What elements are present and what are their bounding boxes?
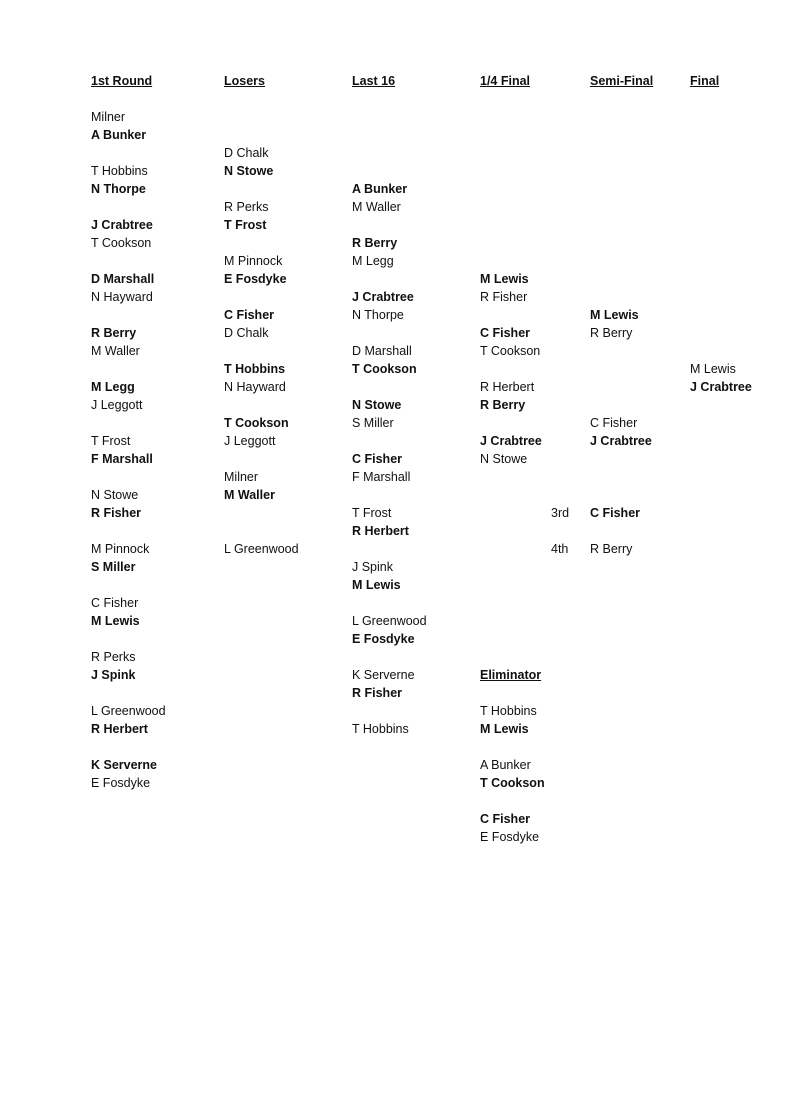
player-name: N Stowe (480, 452, 528, 466)
placing-label: 4th (551, 542, 569, 556)
player-name: R Berry (590, 326, 633, 340)
player-name: N Thorpe (352, 308, 404, 322)
player-name: E Fosdyke (352, 632, 415, 646)
player-name: T Cookson (224, 416, 289, 430)
player-name: S Miller (91, 560, 136, 574)
player-name: Milner (224, 470, 259, 484)
header-semi-final: Semi-Final (590, 74, 654, 88)
player-name: N Stowe (352, 398, 402, 412)
player-name: C Fisher (590, 506, 641, 520)
player-name: M Pinnock (224, 254, 283, 268)
player-name: L Greenwood (91, 704, 166, 718)
player-name: N Thorpe (91, 182, 146, 196)
player-name: T Frost (91, 434, 131, 448)
player-name: C Fisher (352, 452, 403, 466)
player-name: T Hobbins (352, 722, 409, 736)
player-name: N Stowe (91, 488, 139, 502)
player-name: T Hobbins (480, 704, 537, 718)
header-eliminator: Eliminator (480, 668, 542, 682)
player-name: K Serverne (352, 668, 415, 682)
player-name: F Marshall (352, 470, 411, 484)
player-name: K Serverne (91, 758, 158, 772)
player-name: R Herbert (480, 380, 535, 394)
player-name: T Hobbins (91, 164, 148, 178)
header-last-16: Last 16 (352, 74, 396, 88)
player-name: L Greenwood (352, 614, 427, 628)
player-name: R Berry (352, 236, 398, 250)
player-name: E Fosdyke (224, 272, 287, 286)
header-final: Final (690, 74, 720, 88)
player-name: A Bunker (480, 758, 531, 772)
player-name: J Crabtree (590, 434, 652, 448)
player-name: T Frost (352, 506, 392, 520)
player-name: M Lewis (480, 272, 529, 286)
player-name: C Fisher (590, 416, 638, 430)
player-name: R Herbert (352, 524, 409, 538)
player-name: M Legg (91, 380, 135, 394)
player-name: T Cookson (480, 776, 545, 790)
player-name: D Chalk (224, 326, 269, 340)
player-name: J Crabtree (352, 290, 414, 304)
player-name: J Leggott (224, 434, 276, 448)
player-name: Milner (91, 110, 126, 124)
player-name: J Spink (91, 668, 136, 682)
player-name: R Berry (590, 542, 633, 556)
player-name: T Cookson (91, 236, 152, 250)
player-name: R Berry (91, 326, 137, 340)
player-name: M Lewis (480, 722, 529, 736)
player-name: N Hayward (224, 380, 286, 394)
player-name: N Stowe (224, 164, 274, 178)
header-losers: Losers (224, 74, 265, 88)
player-name: A Bunker (91, 128, 147, 142)
player-name: T Cookson (480, 344, 541, 358)
player-name: M Legg (352, 254, 394, 268)
player-name: D Marshall (352, 344, 412, 358)
player-name: M Waller (224, 488, 275, 502)
player-name: M Lewis (352, 578, 401, 592)
player-name: R Berry (480, 398, 526, 412)
player-name: T Frost (224, 218, 267, 232)
player-name: C Fisher (480, 326, 531, 340)
player-name: D Chalk (224, 146, 269, 160)
player-name: C Fisher (224, 308, 275, 322)
player-name: J Crabtree (91, 218, 153, 232)
player-name: E Fosdyke (91, 776, 151, 790)
player-name: C Fisher (91, 596, 139, 610)
player-name: L Greenwood (224, 542, 299, 556)
player-name: T Hobbins (224, 362, 286, 376)
player-name: N Hayward (91, 290, 153, 304)
player-name: R Fisher (480, 290, 528, 304)
player-name: D Marshall (91, 272, 155, 286)
player-name: J Crabtree (690, 380, 752, 394)
player-name: R Perks (224, 200, 269, 214)
player-name: M Waller (352, 200, 401, 214)
player-name: J Leggott (91, 398, 143, 412)
player-name: J Spink (352, 560, 393, 574)
player-name: E Fosdyke (480, 830, 540, 844)
header-quarter-final: 1/4 Final (480, 74, 531, 88)
player-name: R Perks (91, 650, 136, 664)
player-name: F Marshall (91, 452, 153, 466)
player-name: M Lewis (91, 614, 140, 628)
player-name: R Fisher (91, 506, 142, 520)
header-first-round: 1st Round (91, 74, 153, 88)
player-name: R Herbert (91, 722, 148, 736)
placing-label: 3rd (551, 506, 570, 520)
player-name: M Lewis (690, 362, 736, 376)
player-name: M Lewis (590, 308, 639, 322)
player-name: S Miller (352, 416, 394, 430)
player-name: A Bunker (352, 182, 408, 196)
player-name: M Waller (91, 344, 140, 358)
player-name: J Crabtree (480, 434, 542, 448)
player-name: T Cookson (352, 362, 417, 376)
player-name: C Fisher (480, 812, 531, 826)
player-name: M Pinnock (91, 542, 150, 556)
player-name: R Fisher (352, 686, 403, 700)
